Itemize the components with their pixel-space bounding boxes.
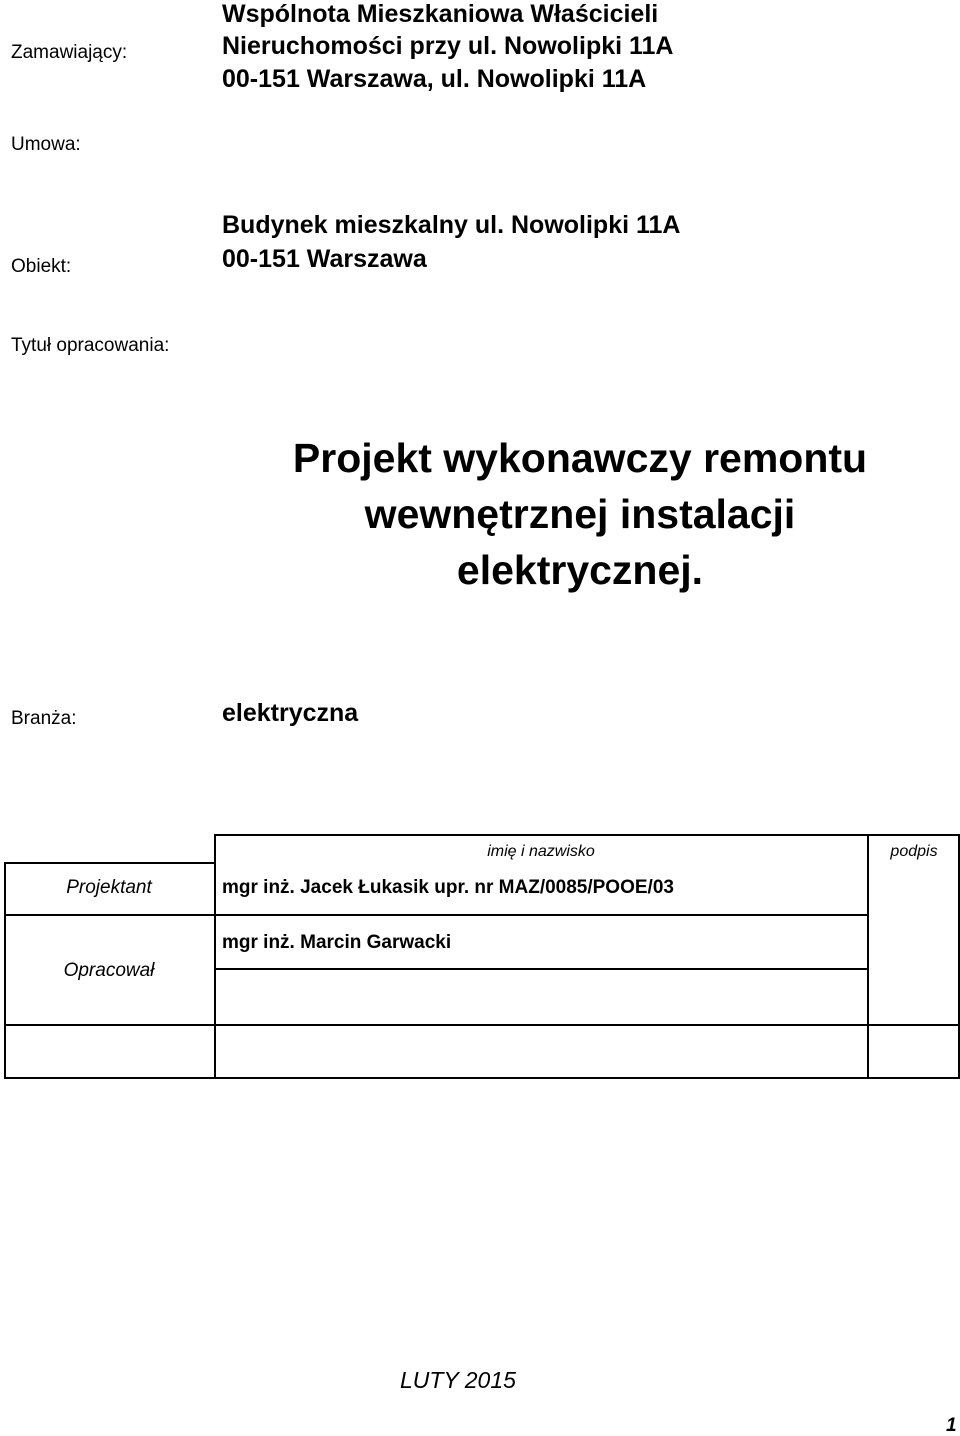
trade-label: Branża: [11,708,77,729]
column-header-signature: podpis [890,843,938,860]
table-left-top-border [4,862,215,864]
table-row-divider [215,968,869,970]
table-bottom-border [4,1077,959,1079]
trade-value: elektryczna [222,699,359,727]
row-name-designer: mgr inż. Jacek Łukasik upr. nr MAZ/0085/POOE/03 [222,877,674,898]
row-name-prepared-by: mgr inż. Marcin Garwacki [222,932,452,953]
object-line-1: Budynek mieszkalny ul. Nowolipki 11A [222,211,681,239]
client-line-3: 00-151 Warszawa, ul. Nowolipki 11A [222,65,647,93]
table-row-divider [4,914,869,916]
column-header-name: imię i nazwisko [487,843,595,860]
table-col-divider [214,834,216,1079]
object-line-2: 00-151 Warszawa [222,245,427,273]
document-title-line-3: elektrycznej. [456,547,704,593]
table-top-border [215,834,959,836]
document-date: LUTY 2015 [400,1367,516,1393]
object-label: Obiekt: [11,256,72,277]
table-row-divider [4,1024,959,1026]
client-line-1: Wspólnota Mieszkaniowa Właścicieli [222,0,659,28]
row-role-designer: Projektant [66,877,152,898]
study-title-label: Tytuł opracowania: [11,335,170,356]
page-number: 1 [946,1415,957,1436]
document-title-line-1: Projekt wykonawczy remontu [292,435,868,481]
row-role-prepared-by: Opracował [63,960,155,981]
table-col-divider [867,834,869,1079]
client-line-2: Nieruchomości przy ul. Nowolipki 11A [222,32,674,60]
client-label: Zamawiający: [11,42,128,63]
contract-label: Umowa: [11,134,81,155]
document-title-line-2: wewnętrznej instalacji [364,491,796,537]
